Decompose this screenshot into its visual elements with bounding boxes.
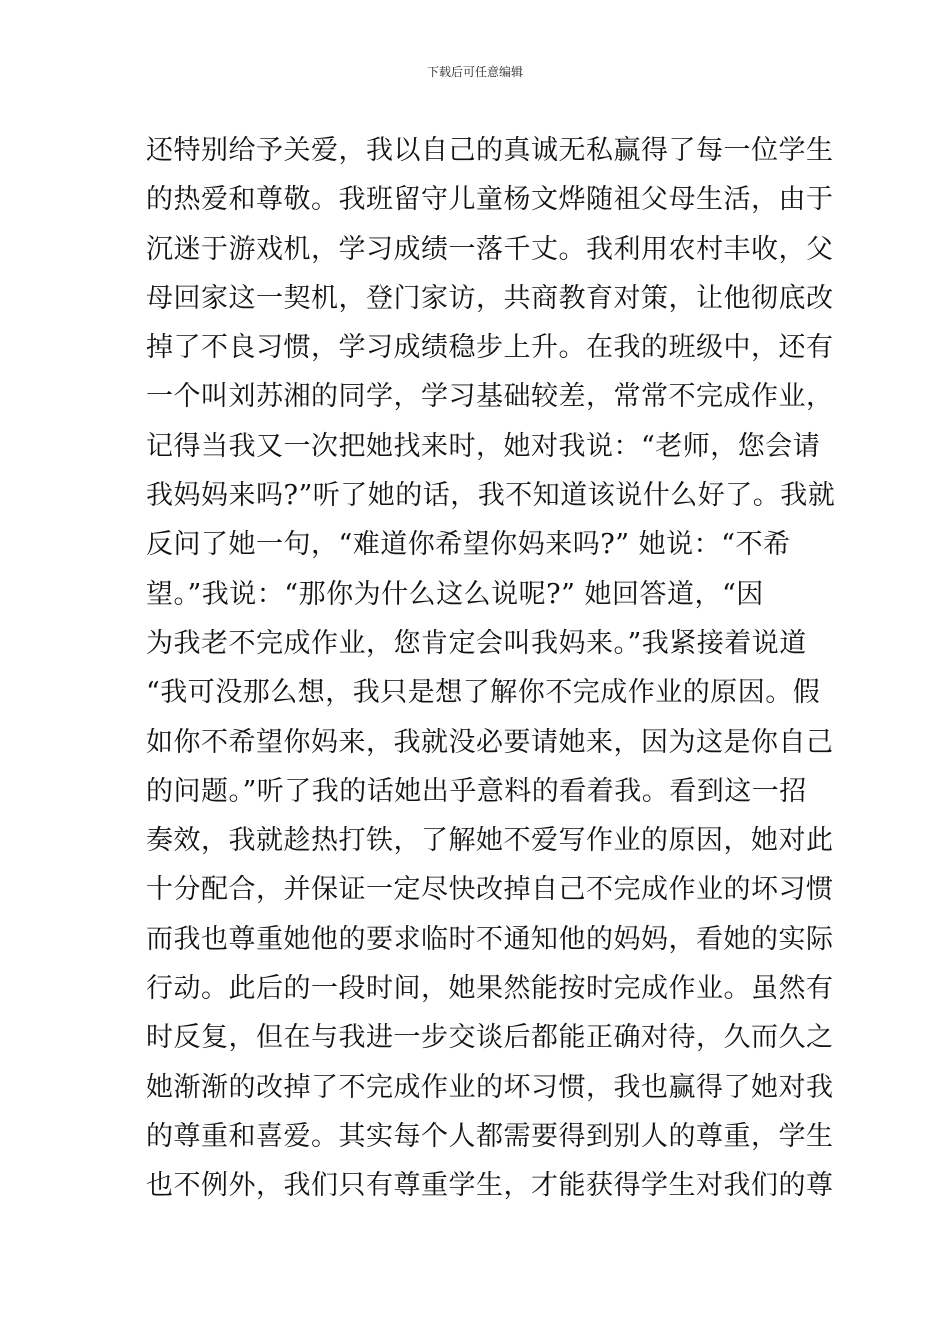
text-line: 十分配合，并保证一定尽快改掉自己不完成作业的坏习惯: [146, 874, 834, 906]
text-line: “我可没那么想，我只是想了解你不完成作业的原因。假: [146, 677, 821, 709]
text-line: 行动。此后的一段时间，她果然能按时完成作业。虽然有: [146, 973, 834, 1005]
text-line: 沉迷于游戏机，学习成绩一落千丈。我利用农村丰收，父: [146, 233, 834, 265]
text-line: 如你不希望你妈来，我就没必要请她来，因为这是你自己: [146, 726, 834, 758]
text-line: 的热爱和尊敬。我班留守儿童杨文烨随祖父母生活，由于: [146, 184, 834, 216]
text-line: 也不例外，我们只有尊重学生，才能获得学生对我们的尊: [146, 1170, 834, 1202]
text-line: 望。”我说：“那你为什么这么说呢?” 她回答道，“因: [146, 578, 764, 610]
page-header: 下载后可任意编辑: [426, 65, 523, 79]
text-line: 反问了她一句，“难道你希望你妈来吗?” 她说：“不希: [146, 529, 791, 561]
text-line: 掉了不良习惯，学习成绩稳步上升。在我的班级中，还有: [146, 332, 834, 364]
body-text: [146, 126, 836, 1211]
text-line: 记得当我又一次把她找来时，她对我说：“老师，您会请: [146, 430, 821, 462]
text-line: 时反复，但在与我进一步交谈后都能正确对待，久而久之: [146, 1022, 834, 1054]
text-line: 一个叫刘苏湘的同学，学习基础较差，常常不完成作业，: [146, 381, 834, 413]
text-line: 的问题。”听了我的话她出乎意料的看着我。看到这一招: [146, 775, 807, 807]
text-line: 奏效，我就趁热打铁，了解她不爱写作业的原因，她对此: [146, 825, 834, 857]
text-line: 而我也尊重她他的要求临时不通知他的妈妈，看她的实际: [146, 923, 834, 955]
text-line: 她渐渐的改掉了不完成作业的坏习惯，我也赢得了她对我: [146, 1071, 834, 1103]
text-line: 还特别给予关爱，我以自己的真诚无私赢得了每一位学生: [146, 135, 834, 166]
text-line: 为我老不完成作业，您肯定会叫我妈来。”我紧接着说道: [146, 627, 807, 659]
text-line: 母回家这一契机，登门家访，共商教育对策，让他彻底改: [146, 282, 834, 314]
text-line: 的尊重和喜爱。其实每个人都需要得到别人的尊重，学生: [146, 1120, 834, 1152]
text-line: 我妈妈来吗?”听了她的话，我不知道该说什么好了。我就: [146, 480, 836, 512]
